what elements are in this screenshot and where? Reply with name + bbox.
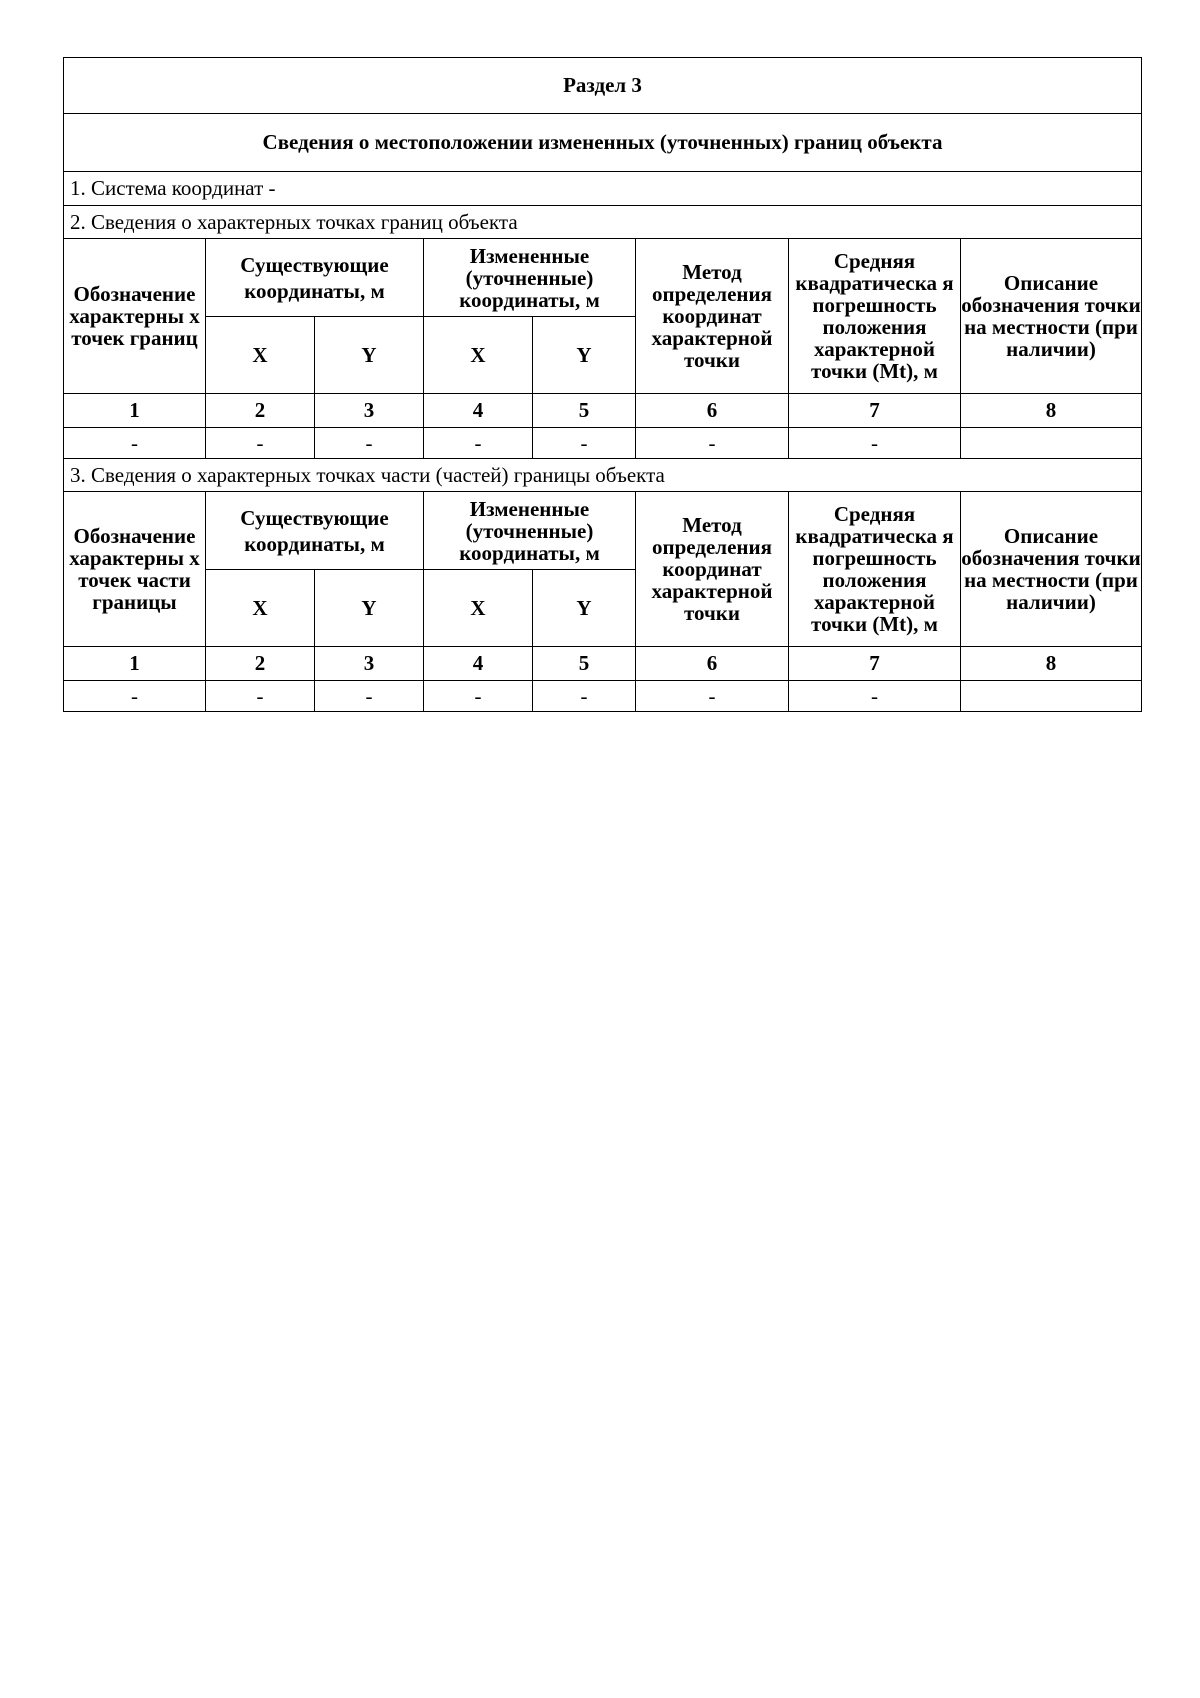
table1-data-cell: - xyxy=(424,428,533,459)
table2-num-cell: 3 xyxy=(315,647,424,681)
table2-col-designation: Обозначение характерны х точек части границы xyxy=(64,492,206,647)
table2-changed-y: Y xyxy=(533,570,636,647)
table2-num-cell: 7 xyxy=(789,647,961,681)
table2-caption: 3. Сведения о характерных точках части (частей) границы объекта xyxy=(64,459,1142,492)
table1-data-cell: - xyxy=(789,428,961,459)
table2-data-cell: - xyxy=(206,681,315,712)
table2-number-row xyxy=(64,647,1142,681)
table1-num-cell: 8 xyxy=(961,394,1142,428)
table2-data-cell: - xyxy=(789,681,961,712)
table1-data-cell: - xyxy=(64,428,206,459)
table2-data-cell: - xyxy=(64,681,206,712)
table1-caption: 2. Сведения о характерных точках границ объекта xyxy=(64,206,1142,239)
table1-changed-y: Y xyxy=(533,317,636,394)
table1-col-error: Средняя квадратическа я погрешность положения характерной точки (Mt), м xyxy=(789,239,961,394)
table2-changed-x: X xyxy=(424,570,533,647)
table1-changed-x: X xyxy=(424,317,533,394)
table2-col-description: Описание обозначения точки на местности (при наличии) xyxy=(961,492,1142,647)
coord-system-line: 1. Система координат - xyxy=(64,172,1142,206)
table1-existing-y: Y xyxy=(315,317,424,394)
table2-col-error: Средняя квадратическа я погрешность положения характерной точки (Mt), м xyxy=(789,492,961,647)
table2-col-existing: Существующие координаты, м xyxy=(206,492,424,570)
table1-col-existing: Существующие координаты, м xyxy=(206,239,424,317)
table2-col-changed: Измененные (уточненные) координаты, м xyxy=(424,492,636,570)
table2-num-cell: 4 xyxy=(424,647,533,681)
table2-data-row xyxy=(64,681,1142,712)
table2-existing-y: Y xyxy=(315,570,424,647)
section-title: Раздел 3 xyxy=(64,58,1142,114)
table2-data-cell: - xyxy=(424,681,533,712)
table2-existing-x: X xyxy=(206,570,315,647)
section-subtitle: Сведения о местоположении измененных (уточненных) границ объекта xyxy=(64,114,1142,172)
table1-col-designation: Обозначение характерны х точек границ xyxy=(64,239,206,394)
table1-data-cell: - xyxy=(206,428,315,459)
table1-num-cell: 6 xyxy=(636,394,789,428)
table1-data-cell: - xyxy=(315,428,424,459)
table2-num-cell: 5 xyxy=(533,647,636,681)
table1-data-cell xyxy=(961,428,1142,459)
table1-col-description: Описание обозначения точки на местности (при наличии) xyxy=(961,239,1142,394)
table2-num-cell: 6 xyxy=(636,647,789,681)
table1-col-changed: Измененные (уточненные) координаты, м xyxy=(424,239,636,317)
table2-data-cell: - xyxy=(315,681,424,712)
table1-num-cell: 2 xyxy=(206,394,315,428)
table2-num-cell: 1 xyxy=(64,647,206,681)
table1-num-cell: 3 xyxy=(315,394,424,428)
table2-col-method: Метод определения координат характерной точки xyxy=(636,492,789,647)
table1-num-cell: 1 xyxy=(64,394,206,428)
table2-num-cell: 2 xyxy=(206,647,315,681)
table2-data-cell: - xyxy=(533,681,636,712)
table2-data-cell xyxy=(961,681,1142,712)
table1-num-cell: 5 xyxy=(533,394,636,428)
table1-data-row xyxy=(64,428,1142,459)
table2-data-cell: - xyxy=(636,681,789,712)
table1-number-row xyxy=(64,394,1142,428)
table1-data-cell: - xyxy=(533,428,636,459)
table1-col-method: Метод определения координат характерной точки xyxy=(636,239,789,394)
table1-existing-x: X xyxy=(206,317,315,394)
table2-num-cell: 8 xyxy=(961,647,1142,681)
table1-num-cell: 7 xyxy=(789,394,961,428)
table1-data-cell: - xyxy=(636,428,789,459)
table1-num-cell: 4 xyxy=(424,394,533,428)
section-3-table xyxy=(63,57,1142,712)
